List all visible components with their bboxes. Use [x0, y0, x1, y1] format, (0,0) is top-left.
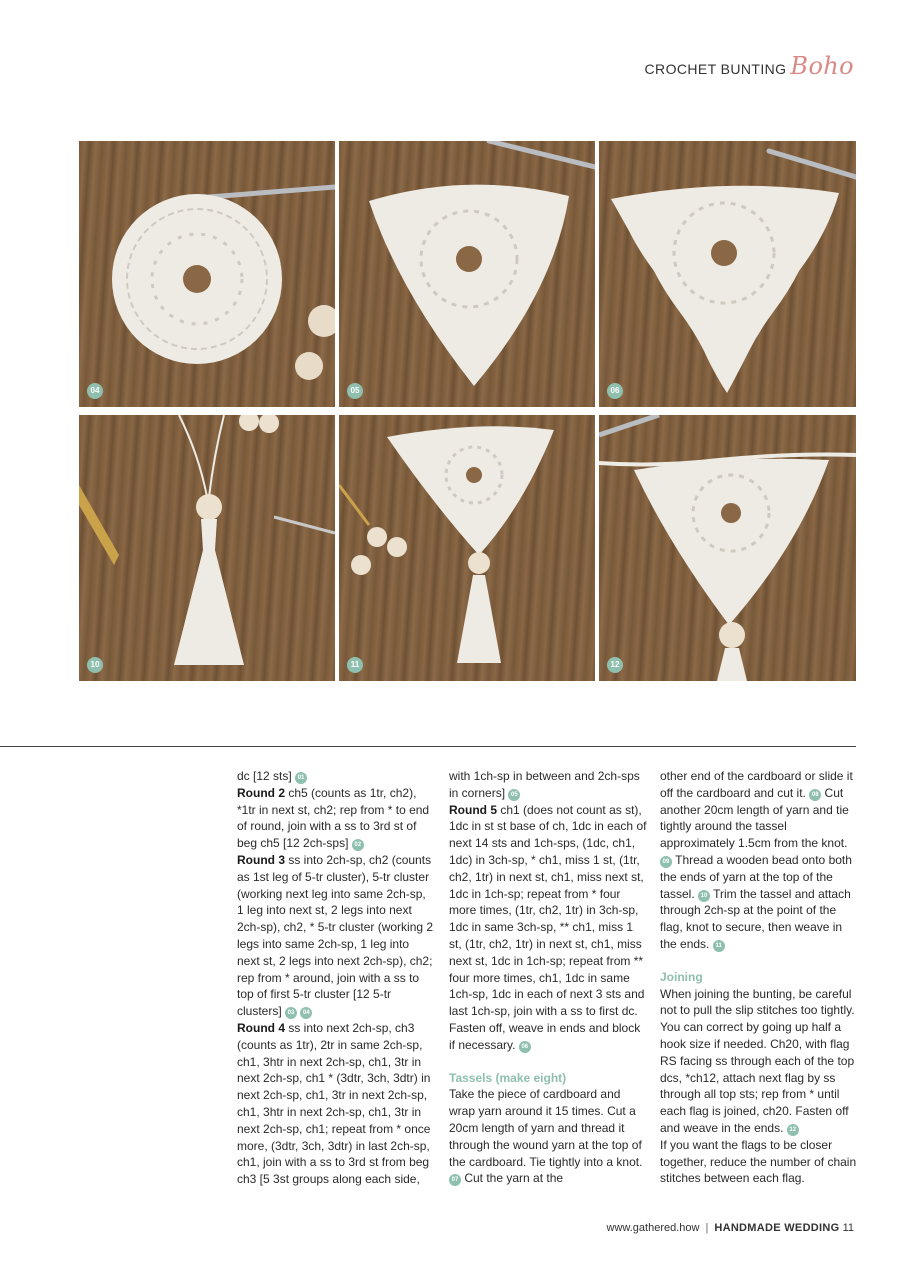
step-badge: 12 — [607, 657, 623, 673]
step-badge: 10 — [87, 657, 103, 673]
page-header — [645, 52, 854, 80]
round-label: Round 4 — [237, 1020, 285, 1035]
paragraph — [449, 768, 647, 802]
photo-step-06 — [599, 141, 856, 407]
round-5 — [449, 802, 647, 1054]
page-number: 11 — [842, 1222, 854, 1234]
joining-heading: Joining — [660, 969, 703, 984]
footer-magazine: HANDMADE WEDDING — [714, 1222, 840, 1234]
step-badge: 06 — [607, 383, 623, 399]
flag-on-chain-image — [599, 415, 856, 681]
step-ref-badge: 02 — [352, 839, 364, 851]
step-ref-badge: 05 — [508, 789, 520, 801]
photo-grid — [79, 141, 856, 681]
round-label: Round 2 — [237, 785, 285, 800]
text: Cut the yarn at the — [461, 1171, 564, 1186]
tassels-text — [449, 1086, 647, 1187]
photo-step-12 — [599, 415, 856, 681]
paragraph — [237, 768, 435, 785]
step-ref-badge: 09 — [660, 856, 672, 868]
paragraph — [660, 768, 858, 953]
text: Trim the tassel and attach through 2ch-sp at the point of the flag, knot to secure, then weave in the ends. — [660, 886, 851, 951]
footer-separator: | — [705, 1222, 709, 1234]
text: other end of the cardboard or slide it off the cardboard and cut it. — [660, 769, 853, 800]
round-2 — [237, 785, 435, 852]
round-3 — [237, 852, 435, 1020]
text: When joining the bunting, be careful not to pull the slip stitches too tightly. You can correct by going up half a hook size if needed. Ch20, with flag RS facing ss through each of the top dcs, *ch12, attach next flag by ss through all top sts; rep from * until each flag is joined, ch20. Fasten off and weave in the ends. — [660, 986, 855, 1135]
step-badge: 05 — [347, 383, 363, 399]
round-label: Round 3 — [237, 852, 285, 867]
step-ref-badge: 12 — [787, 1124, 799, 1136]
tassel-image — [79, 415, 335, 681]
photo-step-05 — [339, 141, 595, 407]
step-ref-badge: 07 — [449, 1174, 461, 1186]
text: with 1ch-sp in between and 2ch-sps in corners] — [449, 769, 640, 800]
joining-text — [660, 986, 858, 1188]
step-ref-badge: 03 — [285, 1007, 297, 1019]
text-column-1 — [237, 768, 435, 1188]
round-text: ss into 2ch-sp, ch2 (counts as 1st leg of 5-tr cluster), 5-tr cluster (working next leg into same 2ch-sp, 1 leg into next st, 2 legs into next 2ch-sp), ch2, * 5-tr cluster (working 2 legs into same 2ch-sp, 1 leg into next st, 2 legs into next 2ch-sp), ch2; rep from * around, join with a ss to top of first 5-tr cluster [12 5-tr clusters] — [237, 852, 434, 1019]
step-ref-badge: 08 — [809, 789, 821, 801]
step-ref-badge: 11 — [713, 940, 725, 952]
photo-step-04 — [79, 141, 335, 407]
crochet-circle-image — [79, 141, 335, 407]
flag-with-tassel-image — [339, 415, 595, 681]
text-column-3 — [660, 768, 858, 1187]
round-4 — [237, 1020, 435, 1188]
tassels-heading: Tassels (make eight) — [449, 1070, 567, 1085]
round-text: ch5 (counts as 1tr, ch2), *1tr in next st, ch2; rep from * to end of round, join with a ss to 3rd st of beg ch5 [12 2ch-sps] — [237, 785, 430, 851]
crochet-scalloped-triangle-image — [599, 141, 856, 407]
step-badge: 11 — [347, 657, 363, 673]
footer-url: www.gathered.how — [606, 1222, 700, 1234]
crochet-triangle-image — [339, 141, 595, 407]
step-ref-badge: 10 — [698, 890, 710, 902]
header-accent: Boho — [790, 52, 854, 80]
round-text: ss into next 2ch-sp, ch3 (counts as 1tr), 2tr in same 2ch-sp, ch1, 3htr in next 2ch-sp, ch1, 3tr in next 2ch-sp, ch1 * (3dtr, 3ch, 3dtr) in next 2ch-sp, ch1, 3tr in next 2ch-sp, ch1, 3htr in next 2ch-sp, ch1, 3tr in next 2ch-sp, ch1; repeat from * once more, (3dtr, 3ch, 3dtr) in last 2ch-sp, ch1, join with a ss to 3rd st from beg ch3 [5 3st groups along each side, — [237, 1020, 431, 1187]
step-ref-badge: 06 — [519, 1041, 531, 1053]
header-title: CROCHET BUNTING — [644, 61, 787, 77]
step-ref-badge: 01 — [295, 772, 307, 784]
step-ref-badge: 04 — [300, 1007, 312, 1019]
text-column-2 — [449, 768, 647, 1187]
section-divider — [0, 746, 856, 747]
round-label: Round 5 — [449, 802, 497, 817]
text: Thread a wooden bead onto both the ends of yarn at the top of the tassel. — [660, 852, 852, 901]
step-badge: 04 — [87, 383, 103, 399]
text: dc [12 sts] — [237, 769, 296, 783]
photo-step-10 — [79, 415, 335, 681]
page-footer — [607, 1222, 854, 1234]
round-text: ch1 (does not count as st), 1dc in st st base of ch, 1dc in each of next 14 sts and 1ch-sps, (1dc, ch1, 1dc) in 3ch-sp, * ch1, miss 1 st, (1tr, ch2, 1tr) in next st, ch1, miss next st, 1dc in 1ch-sp; repeat from * four more times, (1tr, ch2, 1tr) in 3ch-sp, 1dc in same 3ch-sp, ** ch1, miss 1 st, (1tr, ch2, 1tr) in next st, ch1, miss next st, 1dc in 1ch-sp; repeat from ** four more times, ch1, 1dc in same 1ch-sp, 1dc in each of next 3 sts and last 1ch-sp, join with a ss to first dc. Fasten off, weave in ends and block if necessary. — [449, 802, 647, 1052]
text: Cut another 20cm length of yarn and tie tightly around the tassel approximately 1.5cm from the knot. — [660, 785, 849, 851]
text: Take the piece of cardboard and wrap yarn around it 15 times. Cut a 20cm length of yarn and thread it through the wound yarn at the top of the cardboard. Tie tightly into a knot. — [449, 1087, 643, 1169]
text: If you want the flags to be closer together, reduce the number of chain stitches between each flag. — [660, 1137, 857, 1186]
photo-step-11 — [339, 415, 595, 681]
